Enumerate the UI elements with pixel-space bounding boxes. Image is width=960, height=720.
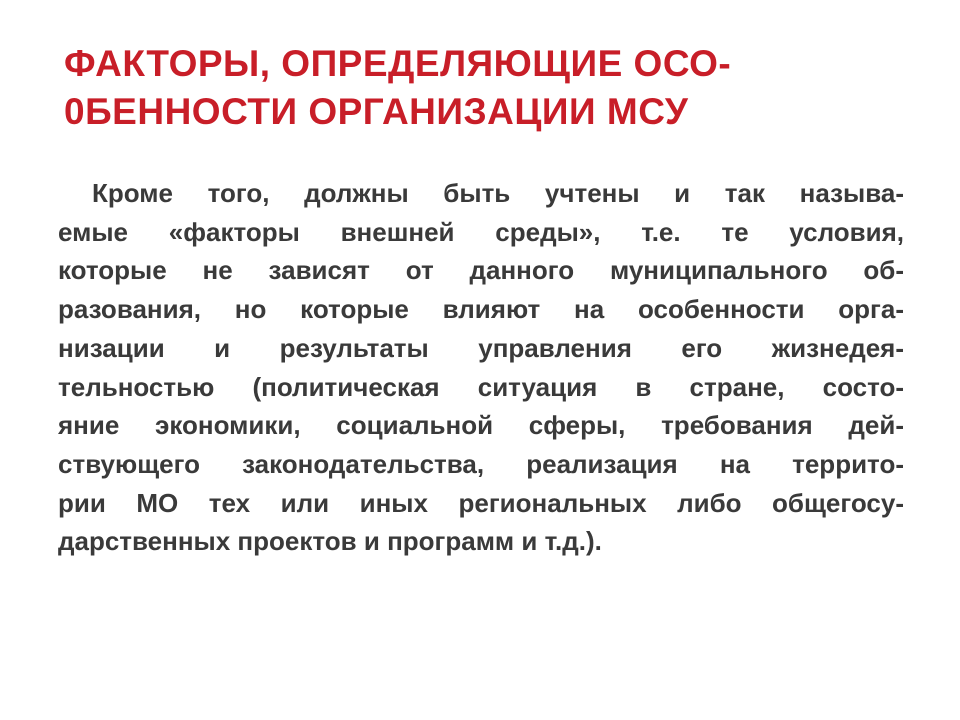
body-line: дарственных проектов и программ и т.д.). <box>58 526 602 557</box>
body-line: которые не зависят от данного муниципального об- <box>58 255 904 286</box>
body-line: тельностью (политическая ситуация в стране, состо- <box>58 371 904 402</box>
body-line: яние экономики, социальной сферы, требования дей- <box>58 410 904 441</box>
title-line: 0БЕННОСТИ ОРГАНИЗАЦИИ МСУ <box>64 91 689 132</box>
title-line: ФАКТОРЫ, ОПРЕДЕЛЯЮЩИЕ ОСО- <box>64 43 732 84</box>
body-line: емые «факторы внешней среды», т.е. те условия, <box>58 216 904 247</box>
body-paragraph <box>58 174 904 561</box>
body-line: разования, но которые влияют на особенности орга- <box>58 294 904 325</box>
slide-title <box>64 40 904 136</box>
body-line: низации и результаты управления его жизнедея- <box>58 332 904 363</box>
body-line: рии МО тех или иных региональных либо общегосу- <box>58 487 904 518</box>
body-line: Кроме того, должны быть учтены и так называ- <box>92 178 904 208</box>
body-line: ствующего законодательства, реализация на террито- <box>58 448 904 479</box>
